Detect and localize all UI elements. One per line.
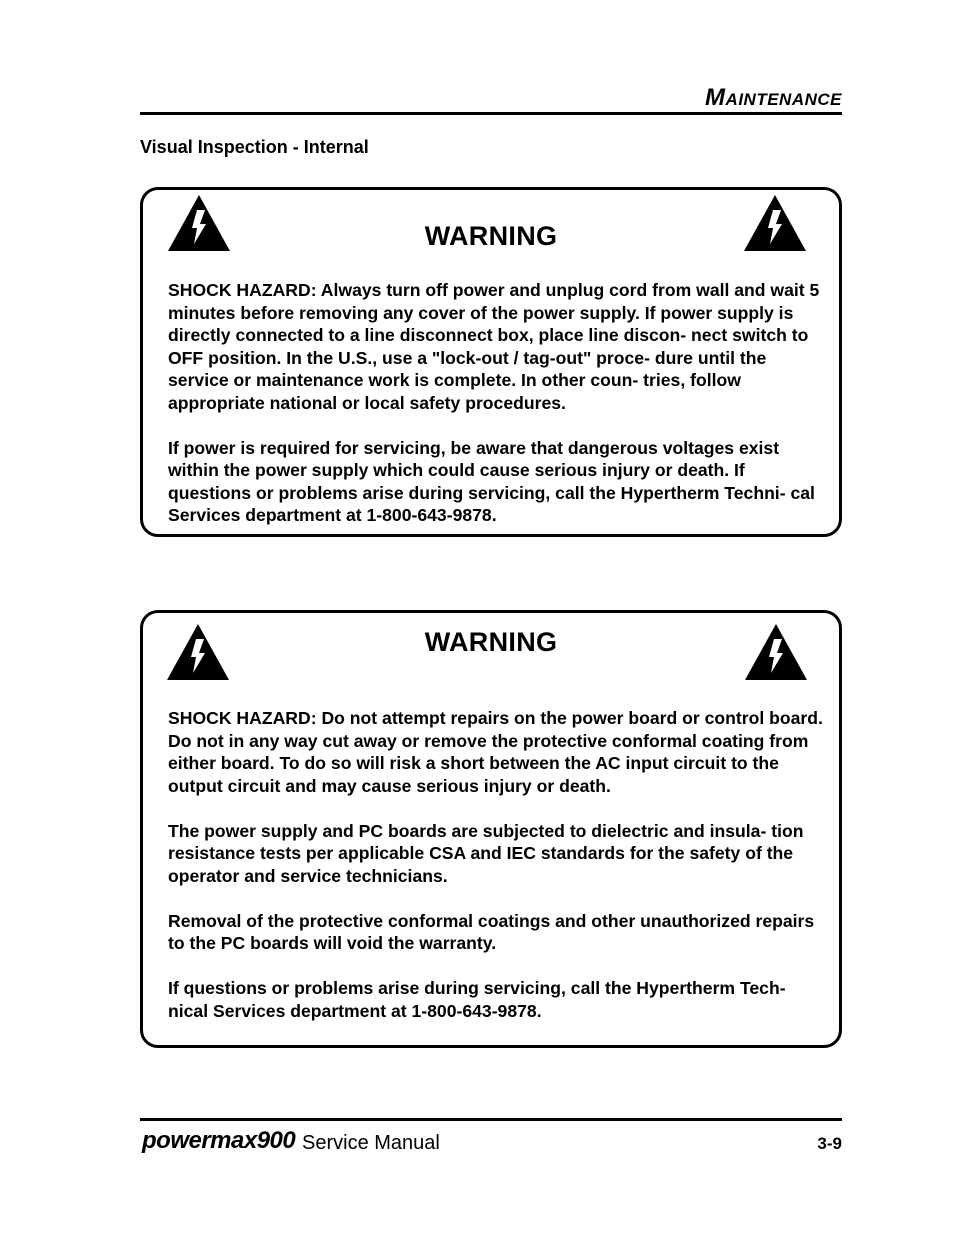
section-heading: Visual Inspection - Internal — [140, 137, 369, 157]
page-header-title — [705, 84, 842, 112]
footer-rule — [140, 1118, 842, 1121]
warning-paragraph: Removal of the protective conformal coatings and other unauthorized repairs to the PC boards will void the warranty. — [168, 910, 815, 953]
header-rule — [140, 112, 842, 115]
header-title-initial: M — [705, 84, 726, 111]
warning-paragraph: SHOCK HAZARD: Always turn off power and unplug cord from wall and wait 5 minutes before removing any cover of the power supply. If power supply is directly connected to a line disconnect box, place line discon- nect switch to OFF position. In the U.S., use a "lock-out / tag-out" proce- dure until the service or maintenance work is complete. In other coun- tries, follow appropriate national or local safety procedures. — [168, 280, 820, 413]
warning-paragraph: If questions or problems arise during servicing, call the Hypertherm Tech- nical Services department at 1-800-643-9878. — [168, 978, 786, 1021]
warning-box-2 — [140, 610, 842, 1048]
warning-body — [168, 707, 825, 1022]
warning-box-1 — [140, 187, 842, 537]
header-title-rest: AINTENANCE — [725, 90, 842, 109]
warning-title: WARNING — [424, 221, 558, 251]
page-number: 3-9 — [817, 1134, 842, 1153]
warning-paragraph: The power supply and PC boards are subjected to dielectric and insula- tion resistance tests per applicable CSA and IEC standards for the safety of the operator and service technicians. — [168, 820, 804, 886]
warning-body — [168, 279, 825, 527]
product-logo: powermax900 — [142, 1127, 296, 1154]
warning-paragraph: If power is required for servicing, be aware that dangerous voltages exist within the power supply which could cause serious injury or death. If questions or problems arise during servicing, call the Hypertherm Techni- cal Services department at 1-800-643-9878. — [168, 437, 815, 525]
manual-title: Service Manual — [302, 1132, 440, 1154]
warning-paragraph: SHOCK HAZARD: Do not attempt repairs on the power board or control board. Do not in any way cut away or remove the protective conformal coating from either board. To do so will risk a short between the AC input circuit to the output circuit and may cause serious injury or death. — [168, 708, 823, 796]
warning-title: WARNING — [424, 627, 558, 657]
